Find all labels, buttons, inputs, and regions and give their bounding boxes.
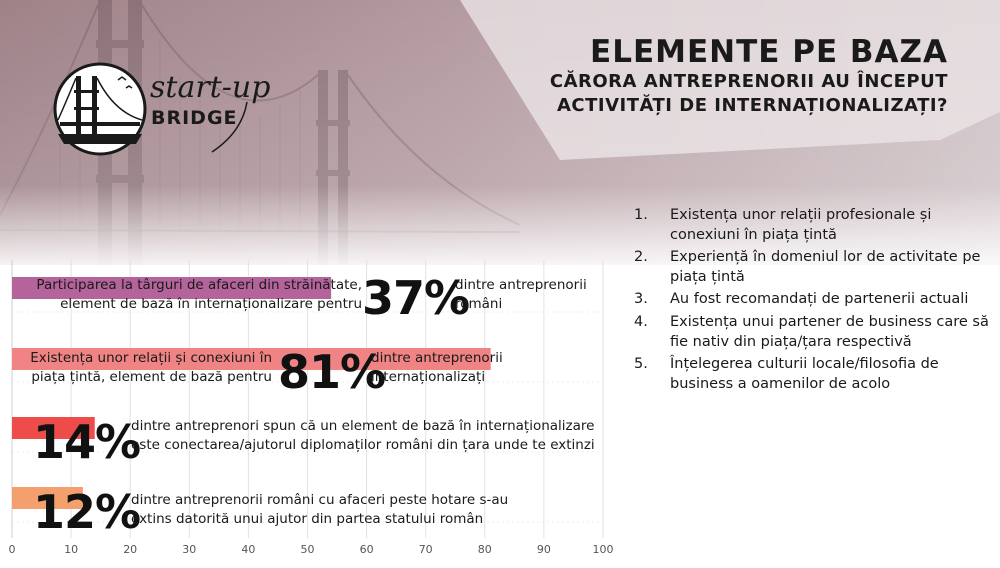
stat-2-left-line-2: piața țintă, element de bază pentru [31,369,272,385]
x-tick-label: 80 [477,543,492,556]
stat-2-percent: 81% [278,345,386,399]
title-line-3: ACTIVITĂȚI DE INTERNAȚIONALIZAȚI? [556,95,948,116]
stat-3-right-text [131,417,595,455]
stat-1-right-line-1: dintre antreprenorii [455,277,587,293]
stat-4-percent: 12% [33,485,141,539]
title-line-2: CĂRORA ANTREPRENORII AU ÎNCEPUT [549,71,948,92]
list-item-number: 2. [634,249,648,266]
list-item-text: Înțelegerea culturii locale/filosofia de business a oamenilor de acolo [670,356,939,392]
x-tick-label: 70 [418,543,433,556]
stat-2-left-line-1: Existența unor relații și conexiuni în [30,350,272,366]
page-title [550,34,948,118]
stat-4-right-line-1: dintre antreprenorii români cu afaceri peste hotare s-au [131,492,509,508]
stat-3-percent: 14% [33,415,141,469]
stat-1-right-line-2: români [455,296,503,312]
list-item-text: Existența unor relații profesionale și conexiuni în piața țintă [670,207,932,243]
stat-1-percent: 37% [362,271,470,325]
list-item [634,313,994,352]
list-item [634,290,994,310]
stat-3-right-line-2: este conectarea/ajutorul diplomaților români din țara unde te extinzi [131,437,595,453]
x-tick-label: 30 [182,543,197,556]
stat-2-right-line-2: internaționalizați [371,369,486,385]
stat-4-right-text [131,491,508,529]
x-tick-label: 20 [123,543,138,556]
logo-text-startup: start-up [150,70,271,105]
x-tick-label: 60 [359,543,374,556]
list-item-number: 4. [634,313,648,330]
stat-2-right-text [371,349,503,387]
list-item-text: Existența unui partener de business care să fie nativ din piața/țara respectivă [670,313,989,350]
list-item [634,206,994,245]
x-tick-label: 100 [592,543,614,556]
list-item-number: 5. [634,356,648,373]
list-item-text: Au fost recomandați de partenerii actuali [670,291,969,308]
x-tick-label: 40 [241,543,256,556]
x-tick-label: 50 [300,543,315,556]
x-tick-label: 10 [64,543,79,556]
reasons-list [634,206,994,397]
stat-1-left-line-2: element de bază în internaționalizare pentru [60,296,362,312]
title-line-1: ELEMENTE PE BAZA [590,34,948,70]
x-tick-label: 0 [8,543,16,556]
x-tick-label: 90 [536,543,551,556]
stat-1-left-line-1: Participarea la târguri de afaceri din străinătate, [36,277,362,293]
stat-1-left-text [14,276,362,314]
logo-text-bridge: BRIDGE [151,107,238,129]
list-item [634,355,994,394]
stat-2-right-line-1: dintre antreprenorii [371,350,503,366]
stat-4-right-line-2: extins datorită unui ajutor din partea statului român [131,511,484,527]
list-item [634,248,994,287]
stat-3-right-line-1: dintre antreprenori spun că un element de bază în internaționalizare [131,418,595,434]
list-item-text: Experiență în domeniul lor de activitate pe piața țintă [670,249,981,285]
stat-1-right-text [455,276,587,314]
list-item-number: 1. [634,207,648,223]
stat-2-left-text [14,349,272,387]
list-item-number: 3. [634,291,648,308]
